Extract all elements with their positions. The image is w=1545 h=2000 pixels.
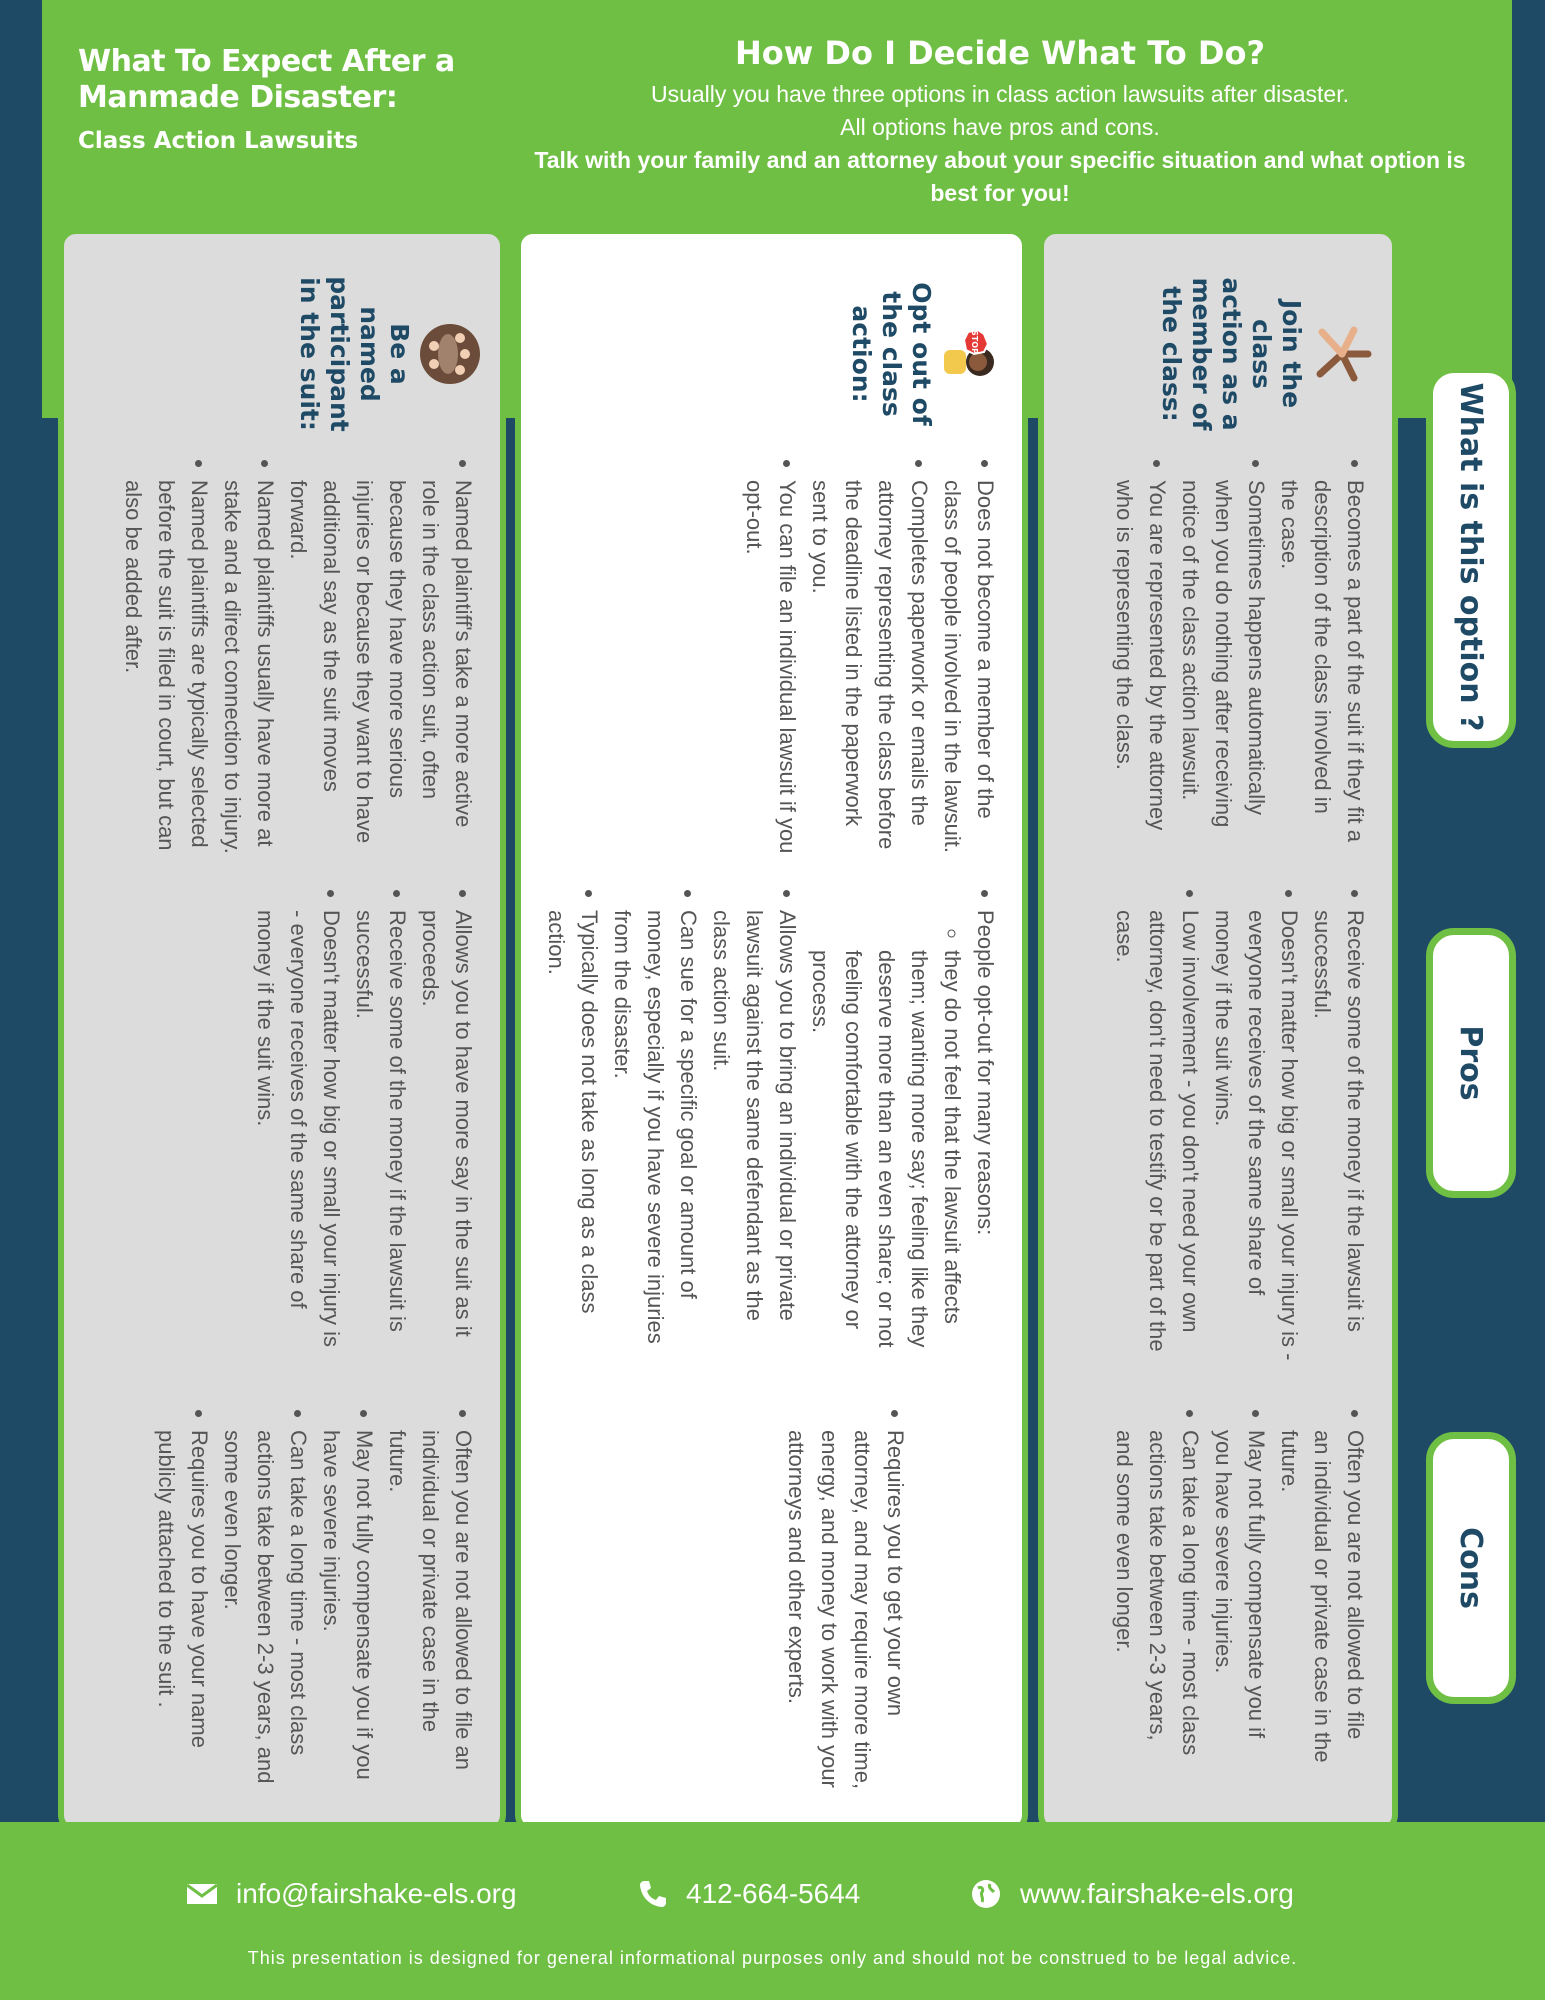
- decide-line: All options have pros and cons.: [840, 114, 1160, 140]
- list-item: • Does not become a member of the class of people involved in the lawsuit.: [936, 480, 1002, 854]
- tab-what-is-this-option: What is this option ?: [1426, 366, 1516, 748]
- list-item: • Allows you to bring an individual or private lawsuit against the same defendant as the class action suit.: [705, 910, 804, 1354]
- footer-website[interactable]: [970, 1878, 1294, 1910]
- list-item: • Can take a long time - most class actions take between 2-3 years, and some even longer.: [216, 1430, 315, 1794]
- pros-intro: People opt-out for many reasons:: [973, 910, 998, 1236]
- page-title: What To Expect After a Manmade Disaster:: [78, 44, 455, 115]
- meeting-table-icon: [420, 324, 480, 384]
- list-item: • Low involvement - you don't need your own attorney, don't need to testify or be part of the case.: [1108, 910, 1207, 1364]
- list-item: • Often you are not allowed to file an individual or private case in the future.: [381, 1430, 480, 1794]
- option-label: Be a named participant in the suit:: [295, 276, 414, 432]
- sub-list-item: ◦ they do not feel that the lawsuit affects them; wanting more say; feeling like they deserve more than an even share; or not feeling comfortable with the attorney or process.: [804, 950, 969, 1354]
- list-item: • Typically does not take as long as a class action.: [540, 910, 606, 1354]
- cons-column: [780, 1404, 912, 1794]
- cons-column: [1108, 1404, 1372, 1764]
- list-item: • You are represented by the attorney who is representing the class.: [1108, 480, 1174, 844]
- list-item: • May not fully compensate you if you have severe injuries.: [315, 1430, 381, 1794]
- list-item: [804, 910, 1002, 1354]
- cons-column: [150, 1404, 480, 1794]
- footer-email[interactable]: [186, 1878, 517, 1910]
- option-label-wrap: [294, 274, 480, 434]
- pros-column: [249, 884, 480, 1354]
- list-item: • Receive some of the money if the lawsuit is successful.: [1306, 910, 1372, 1364]
- decide-section: [520, 34, 1480, 210]
- page-subtitle: Class Action Lawsuits: [78, 128, 359, 154]
- list-item: • Named plaintiffs are typically selected before the suit is filed in court, but can also be added after.: [117, 480, 216, 854]
- footer: [0, 1822, 1545, 2000]
- list-item: • Can sue for a specific goal or amount of money, especially if you have severe injuries from the disaster.: [606, 910, 705, 1354]
- list-item: • Receive some of the money if the lawsuit is successful.: [348, 910, 414, 1354]
- pros-column: [1108, 884, 1372, 1364]
- list-item: • Sometimes happens automatically when you do nothing after receiving notice of the class action lawsuit.: [1174, 480, 1273, 844]
- list-item: • Named plaintiff's take a more active role in the class action suit, often because they have more serious injuries or because they want to have additional say as the suit moves forward.: [282, 480, 480, 854]
- option-panel-join: [1038, 228, 1398, 1833]
- hands-together-icon: [1312, 324, 1372, 384]
- website-link[interactable]: www.fairshake-els.org: [1020, 1878, 1294, 1909]
- pros-column: [540, 884, 1002, 1354]
- stop-sign-person-icon: [942, 324, 1002, 384]
- option-label: Join the class action as a member of the class:: [1157, 277, 1306, 431]
- option-label-wrap: [846, 274, 1002, 434]
- list-item: • Named plaintiffs usually have more at stake and a direct connection to injury.: [216, 480, 282, 854]
- option-label: Opt out of the class action:: [847, 282, 936, 426]
- what-column: [1108, 454, 1372, 844]
- phone-icon: [638, 1879, 668, 1909]
- list-item: • Doesn't matter how big or small your injury is - everyone receives of the same share of money if the suit wins.: [1207, 910, 1306, 1364]
- list-item: • Doesn't matter how big or small your injury is - everyone receives of the same share of money if the suit wins.: [249, 910, 348, 1354]
- envelope-icon: [186, 1882, 218, 1906]
- option-panel-named: [58, 228, 506, 1833]
- phone-number[interactable]: 412-664-5644: [686, 1878, 861, 1909]
- decide-advice: Talk with your family and an attorney about your specific situation and what option is best for you!: [534, 147, 1466, 206]
- list-item: • Requires you to get your own attorney, and may require more time, energy, and money to work with your attorneys and other experts.: [780, 1430, 912, 1794]
- list-item: • Often you are not allowed to file an individual or private case in the future.: [1273, 1430, 1372, 1764]
- list-item: • You can file an individual lawsuit if you opt-out.: [738, 480, 804, 854]
- email-link[interactable]: info@fairshake-els.org: [236, 1878, 517, 1909]
- list-item: • May not fully compensate you if you have severe injuries.: [1207, 1430, 1273, 1764]
- disclaimer: This presentation is designed for general informational purposes only and should not be construed to be legal advice.: [247, 1948, 1298, 1968]
- list-item: • Allows you to have more say in the suit as it proceeds.: [414, 910, 480, 1354]
- option-label-wrap: [1156, 274, 1372, 434]
- footer-phone[interactable]: [638, 1878, 860, 1910]
- tab-pros: Pros: [1426, 928, 1516, 1198]
- list-item: • Completes paperwork or emails the attorney representing the class before the deadline listed in the paperwork sent to you.: [804, 480, 936, 854]
- tab-cons: Cons: [1426, 1432, 1516, 1704]
- option-panel-opt-out: [515, 228, 1028, 1833]
- decide-line: Usually you have three options in class action lawsuits after disaster.: [650, 81, 1350, 107]
- globe-icon: [970, 1878, 1002, 1910]
- list-item: • Becomes a part of the suit if they fit a description of the class involved in the case.: [1273, 480, 1372, 844]
- svg-text:STOP: STOP: [970, 330, 979, 354]
- what-column: [117, 454, 480, 854]
- decide-title: How Do I Decide What To Do?: [734, 34, 1266, 72]
- what-column: [738, 454, 1002, 854]
- list-item: • Can take a long time - most class actions take between 2-3 years, and some even longer.: [1108, 1430, 1207, 1764]
- list-item: • Requires you to have your name publicly attached to the suit .: [150, 1430, 216, 1794]
